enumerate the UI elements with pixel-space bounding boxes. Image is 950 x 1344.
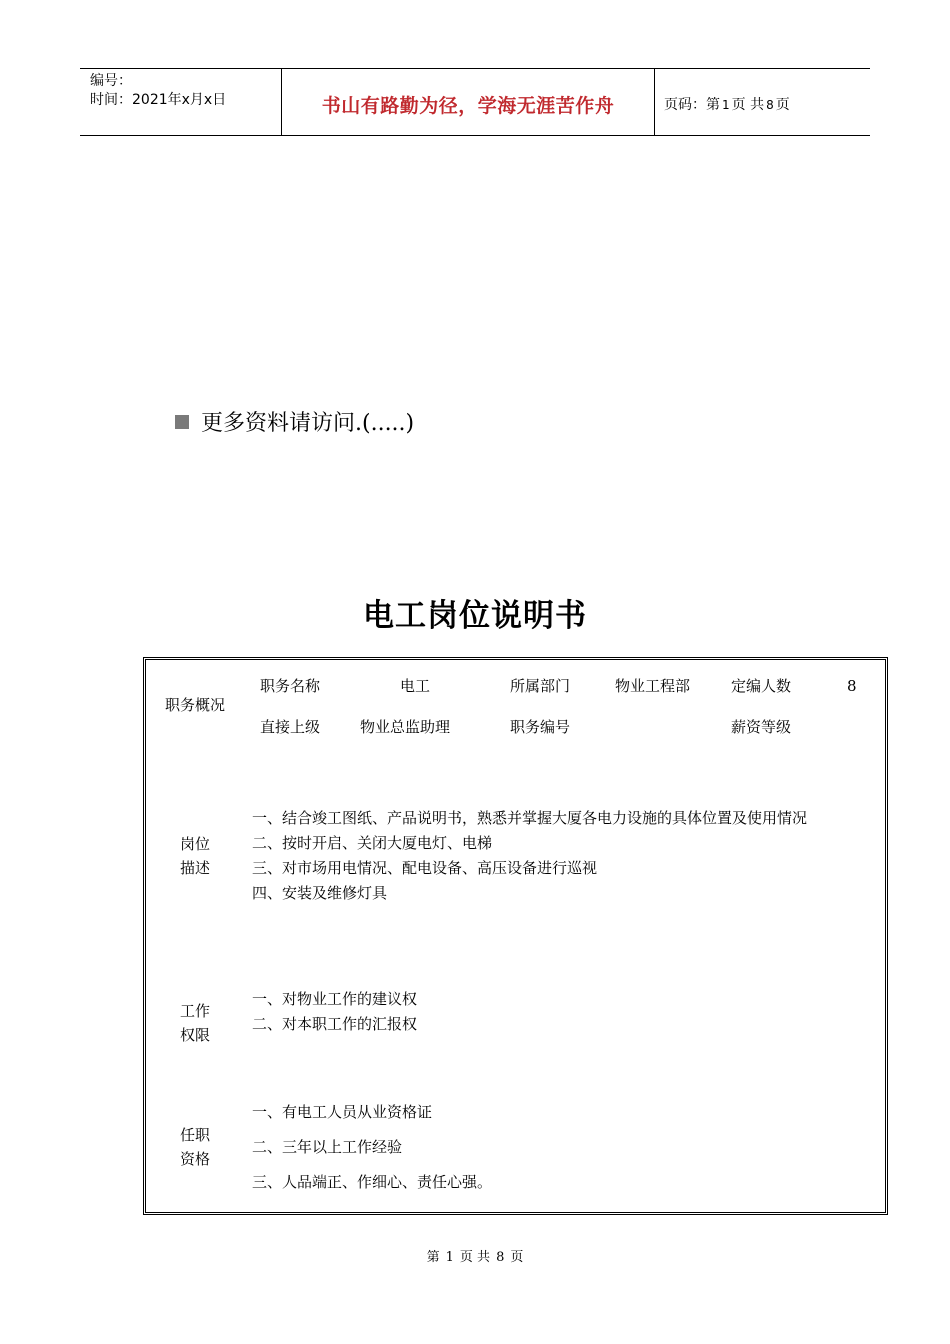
overview-label: 职务概况 [164, 696, 225, 714]
header-motto: 书山有路勤为径，学海无涯苦作舟 [321, 95, 615, 117]
header-page-suffix: 页 [775, 97, 790, 113]
job-name-value: 电工 [400, 677, 431, 695]
header-page-mid: 页 共 [731, 97, 765, 113]
authority-item: 一、对物业工作的建议权 [252, 990, 418, 1008]
footer-page-total: 8 [496, 1250, 505, 1265]
qualification-label-line-1: 任职 [179, 1126, 210, 1144]
footer-page-current: 1 [445, 1250, 454, 1265]
qualification-item: 一、有电工人员从业资格证 [252, 1103, 433, 1121]
superior-label: 直接上级 [260, 718, 321, 736]
qualification-item: 三、人品端正、作细心、责任心强。 [252, 1173, 493, 1191]
footer-mid: 页 共 [459, 1250, 491, 1265]
document-title: 电工岗位说明书 [363, 598, 587, 634]
page-header [80, 68, 870, 136]
superior-value: 物业总监助理 [360, 718, 451, 736]
description-label-line-2: 描述 [179, 859, 210, 877]
header-meta [90, 72, 226, 110]
header-page-prefix: 页码：第 [664, 97, 720, 113]
authority-label-line-2: 权限 [179, 1026, 210, 1044]
authority-label-line-1: 工作 [179, 1002, 210, 1020]
page-footer [0, 1246, 950, 1265]
description-item: 三、对市场用电情况、配电设备、高压设备进行巡视 [252, 859, 598, 877]
authority-list [252, 987, 417, 1037]
description-item: 一、结合竣工图纸、产品说明书，熟悉并掌握大厦各电力设施的具体位置及使用情况 [252, 809, 808, 827]
header-page-current: 1 [722, 98, 730, 112]
square-bullet-icon [175, 415, 189, 429]
header-divider-right [654, 69, 655, 135]
authority-label [160, 999, 230, 1047]
footer-suffix: 页 [510, 1250, 524, 1265]
description-item: 二、按时开启、关闭大厦电灯、电梯 [252, 834, 493, 852]
salary-grade-label: 薪资等级 [731, 718, 792, 736]
header-page-total: 8 [766, 98, 774, 112]
qualification-label-line-2: 资格 [179, 1150, 210, 1168]
qualification-list [252, 1095, 492, 1200]
qualification-label [160, 1123, 230, 1171]
job-name-label: 职务名称 [260, 677, 321, 695]
department-label: 所属部门 [510, 677, 571, 695]
authority-item: 二、对本职工作的汇报权 [252, 1015, 418, 1033]
headcount-value: 8 [847, 677, 857, 695]
date-line: 时间：2021年x月x日 [90, 92, 227, 108]
serial-label: 编号： [90, 73, 132, 89]
resource-notice-text: 更多资料请访问.(.....) [201, 411, 415, 436]
footer-prefix: 第 [426, 1250, 440, 1265]
description-list [252, 806, 807, 906]
description-label-line-1: 岗位 [179, 835, 210, 853]
resource-notice [175, 406, 414, 437]
description-item: 四、安装及维修灯具 [252, 884, 388, 902]
header-page-indicator [664, 94, 790, 114]
headcount-label: 定编人数 [731, 677, 792, 695]
job-code-label: 职务编号 [510, 718, 571, 736]
description-label [160, 832, 230, 880]
qualification-item: 二、三年以上工作经验 [252, 1138, 403, 1156]
job-description-table [143, 657, 888, 1215]
department-value: 物业工程部 [615, 677, 691, 695]
